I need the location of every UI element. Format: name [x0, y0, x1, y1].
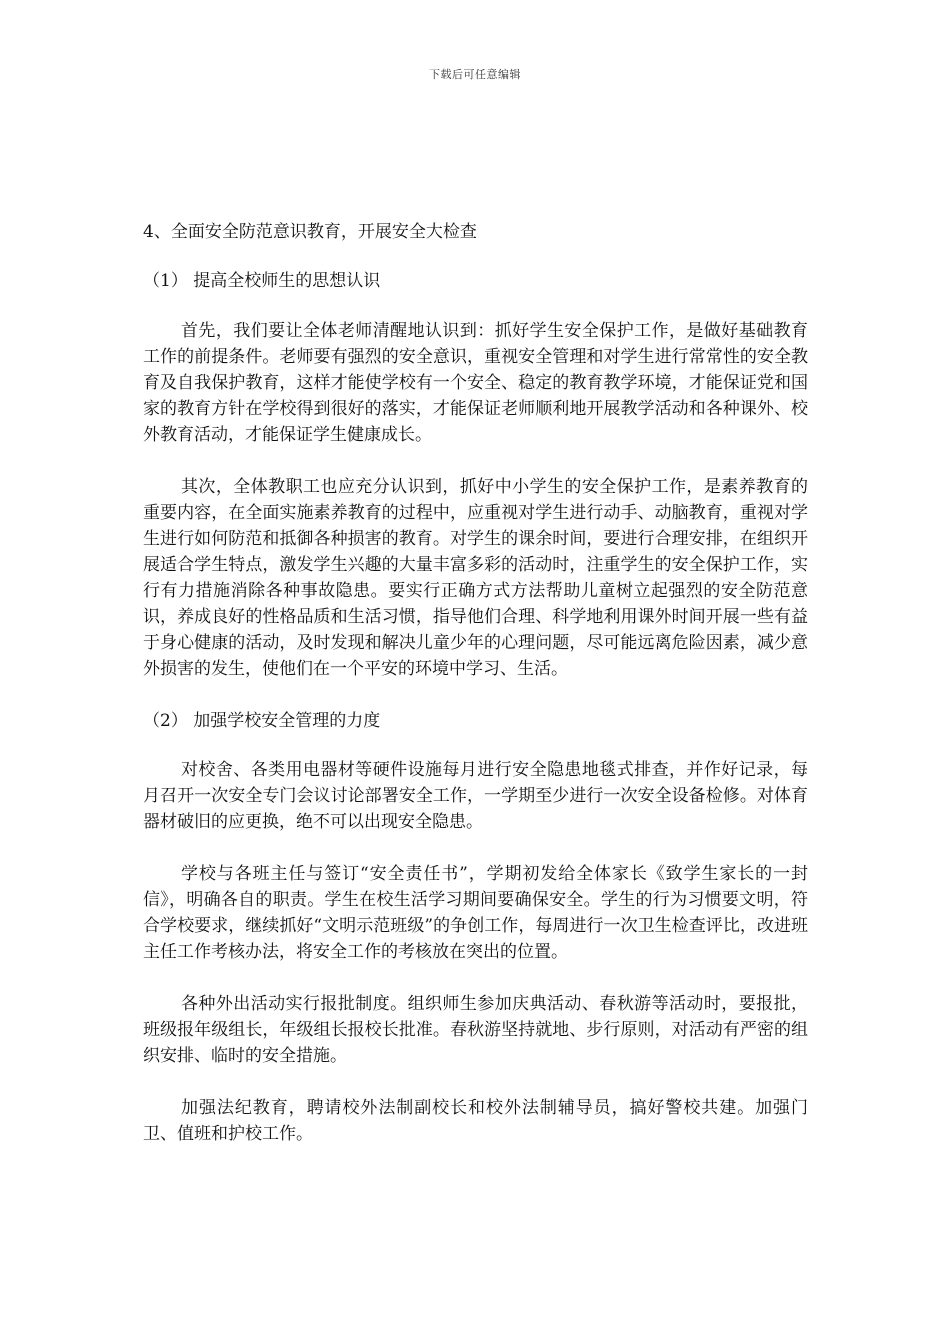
page-header-note: 下载后可任意编辑 — [429, 68, 521, 81]
section-title: 4、全面安全防范意识教育，开展安全大检查 — [143, 222, 477, 242]
paragraph-2-1: 对校舍、各类用电器材等硬件设施每月进行安全隐患地毯式排查，并作好记录，每月召开一次安全专门会议讨论部署安全工作，一学期至少进行一次安全设备检修。对体育器材破旧的应更换，绝不可以出现安全隐患。 — [143, 760, 808, 832]
paragraph-1-1: 首先，我们要让全体老师清醒地认识到：抓好学生安全保护工作，是做好基础教育工作的前提条件。老师要有强烈的安全意识，重视安全管理和对学生进行常常性的安全教育及自我保护教育，这样才能使学校有一个安全、稳定的教育教学环境，才能保证党和国家的教育方针在学校得到很好的落实，才能保证老师顺利地开展教学活动和各种课外、校外教育活动，才能保证学生健康成长。 — [143, 321, 808, 445]
subsection-title-1: （1） 提高全校师生的思想认识 — [143, 271, 381, 291]
document-body — [143, 219, 808, 1173]
paragraph-2-2: 学校与各班主任与签订“安全责任书”，学期初发给全体家长《致学生家长的一封信》，明确各自的职责。学生在校生活学习期间要确保安全。学生的行为习惯要文明，符合学校要求，继续抓好“文明示范班级”的争创工作，每周进行一次卫生检查评比，改进班主任工作考核办法，将安全工作的考核放在突出的位置。 — [143, 864, 808, 962]
paragraph-1-2: 其次，全体教职工也应充分认识到，抓好中小学生的安全保护工作，是素养教育的重要内容，在全面实施素养教育的过程中，应重视对学生进行动手、动脑教育，重视对学生进行如何防范和抵御各种损害的教育。对学生的课余时间，要进行合理安排，在组织开展适合学生特点，激发学生兴趣的大量丰富多彩的活动时，注重学生的安全保护工作，实行有力措施消除各种事故隐患。要实行正确方式方法帮助儿童树立起强烈的安全防范意识，养成良好的性格品质和生活习惯，指导他们合理、科学地利用课外时间开展一些有益于身心健康的活动，及时发现和解决儿童少年的心理问题，尽可能远离危险因素，减少意外损害的发生，使他们在一个平安的环境中学习、生活。 — [143, 477, 808, 679]
paragraph-2-4: 加强法纪教育，聘请校外法制副校长和校外法制辅导员，搞好警校共建。加强门卫、值班和护校工作。 — [143, 1098, 808, 1144]
subsection-title-2: （2） 加强学校安全管理的力度 — [143, 711, 381, 731]
paragraph-2-3: 各种外出活动实行报批制度。组织师生参加庆典活动、春秋游等活动时，要报批，班级报年级组长，年级组长报校长批准。春秋游坚持就地、步行原则，对活动有严密的组织安排、临时的安全措施。 — [143, 994, 808, 1066]
